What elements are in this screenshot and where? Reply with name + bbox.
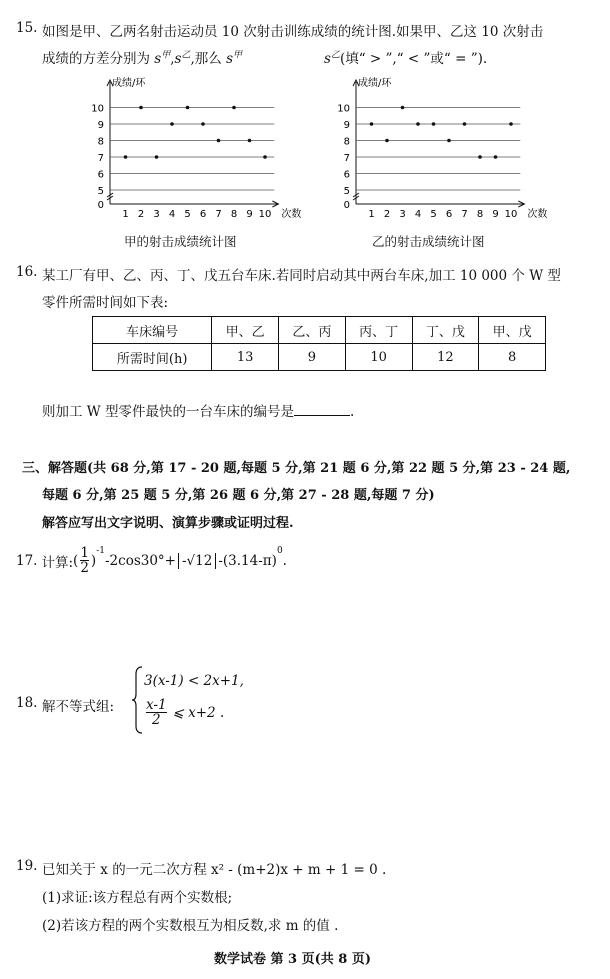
data-point [124,155,128,159]
page-footer: 数学试卷 第 3 页(共 8 页) [214,952,372,967]
y-tick-label: 10 [91,103,104,115]
data-point [170,122,174,126]
table-row [93,344,546,371]
section3-heading-2: 每题 6 分,第 25 题 5 分,第 26 题 6 分,第 27 - 28 题,每题 7 分) [42,488,435,503]
data-point [370,122,374,126]
table-cell: 9 [279,344,346,371]
table-cell: 10 [345,344,412,371]
y-tick-label: 7 [97,153,104,164]
y-tick-label: 0 [343,200,350,211]
table-cell: 甲、乙 [212,317,279,344]
y-tick-label: 7 [343,153,350,164]
x-tick-label: 6 [199,209,207,220]
y-tick-label: 5 [343,186,350,197]
q18-ineq1: 3(x-1) < 2x+1, [144,673,244,689]
data-point [139,106,143,110]
x-tick-label: 7 [215,209,222,220]
y-axis-label: 成绩/环 [358,78,392,89]
x-axis-label: 次数 [527,209,548,220]
table-cell: 8 [479,344,546,371]
table-cell: 丙、丁 [345,317,412,344]
q15-line2-a: 成绩的方差分别为 [42,51,150,67]
q19-part1: (1)求证:该方程总有两个实数根; [42,890,233,906]
x-tick-label: 7 [461,209,468,220]
q17-exp2: 0 [276,546,283,556]
q17-fraction: $\frac{1}{2}$ [80,545,89,576]
chart-plot-area [91,76,301,220]
chart-plot-area [337,76,547,220]
data-point [186,106,190,110]
q16-number: 16. [16,264,38,280]
x-tick-label: 3 [153,209,160,220]
x-tick-label: 2 [137,209,145,220]
x-tick-label: 9 [246,209,253,220]
x-tick-label: 3 [399,209,406,220]
q15-line1: 如图是甲、乙两名射击运动员 10 次射击训练成绩的统计图.如果甲、乙这 10 次射击 [42,24,544,40]
answer-blank[interactable] [294,403,350,416]
q16-line2: 零件所需时间如下表: [42,295,169,311]
x-tick-label: 10 [258,209,272,220]
brace-icon [131,666,143,734]
table-cell: 丁、戊 [412,317,479,344]
y-tick-label: 6 [343,169,350,181]
x-tick-label: 5 [184,209,191,220]
q17: 17. 计算: ( $\frac{1}{2}$ ) $^{-1}$ -2cos30°+ -√12 -(3.14-π) $^0$ . [16,545,287,576]
x-tick-label: 8 [476,209,484,220]
data-point [217,139,221,143]
table-cell: 12 [412,344,479,371]
x-tick-label: 4 [414,209,422,220]
q17-part3: -(3.14-π) [218,552,277,569]
q17-abs: -√12 [178,553,216,569]
x-tick-label: 9 [492,209,499,220]
data-point [416,122,420,126]
y-tick-label: 9 [343,120,350,131]
x-tick-label: 2 [383,209,391,220]
table-cell: 甲、戊 [479,317,546,344]
section3-instruction: 解答应写出文字说明、演算步骤或证明过程. [42,516,294,531]
data-point [463,122,467,126]
q15-line2-b: ,那么 [190,51,222,67]
table-cell: 乙、丙 [279,317,346,344]
data-point [201,122,205,126]
q18-number: 18. [16,695,38,711]
x-tick-label: 8 [230,209,238,220]
table-cell: 13 [212,344,279,371]
y-tick-label: 9 [97,120,104,131]
table-row [93,317,546,344]
y-tick-label: 0 [97,200,104,211]
y-tick-label: 10 [337,103,350,115]
data-point [494,155,498,159]
table-row-header: 车床编号 [93,317,212,344]
data-point [155,155,159,159]
q18-fraction: $\frac{x-1}{2}$ [146,697,167,728]
data-point [385,139,389,143]
data-point [509,122,513,126]
x-tick-label: 1 [368,209,375,220]
q18-label: 解不等式组: [42,699,115,715]
data-point [232,106,236,110]
q15-line2: 成绩的方差分别为 $s^甲,s^乙$,那么 $s^甲$ [42,50,243,67]
var-s-jia-2: $s^甲$ [226,50,243,67]
x-tick-label: 1 [122,209,129,220]
q18-ineq2: $\frac{x-1}{2}$ ⩽ x+2 . [146,697,225,728]
q17-part2: -2cos30°+ [104,552,176,569]
chart-yi [326,74,556,222]
q16-line1: 某工厂有甲、乙、丙、丁、戊五台车床.若同时启动其中两台车床,加工 10 000 个 W 型 [42,268,561,284]
var-s-jia: $s^甲$ [154,50,171,67]
y-tick-label: 5 [97,186,104,197]
section3-heading-1: 三、解答题(共 68 分,第 17 - 20 题,每题 5 分,第 21 题 6 分,第 22 题 5 分,第 23 - 24 题, [22,461,571,476]
q17-label: 计算: [41,554,74,571]
data-point [263,155,267,159]
x-tick-label: 5 [430,209,437,220]
q16-question: 则加工 W 型零件最快的一台车床的编号是 . [42,404,355,420]
q16-table [92,316,546,371]
x-tick-label: 4 [168,209,176,220]
chart-yi-title: 乙的射击成绩统计图 [372,234,485,249]
q19-number: 19. [16,858,38,874]
y-tick-label: 8 [343,136,350,148]
q15-number: 15. [16,20,38,36]
data-point [432,122,436,126]
y-tick-label: 6 [97,169,104,181]
q15-line2-end: $s^乙$(填“ > ”,“ < ”或“ = ”). [324,50,488,67]
chart-jia [80,74,310,222]
data-point [478,155,482,159]
x-axis-label: 次数 [281,209,302,220]
q17-number: 17. [16,552,38,569]
var-s-yi: $s^乙$ [174,50,191,67]
table-row-header: 所需时间(h) [93,344,212,371]
q19-line1: 已知关于 x 的一元二次方程 x² - (m+2)x + m + 1 = 0 . [42,862,387,878]
x-tick-label: 10 [504,209,518,220]
x-tick-label: 6 [445,209,453,220]
chart-jia-title: 甲的射击成绩统计图 [124,234,237,249]
data-point [401,106,405,110]
q17-exp: -1 [96,546,105,556]
y-tick-label: 8 [97,136,104,148]
y-axis-label: 成绩/环 [112,78,146,89]
data-point [248,139,252,143]
data-point [447,139,451,143]
q19-part2: (2)若该方程的两个实数根互为相反数,求 m 的值 . [42,918,339,934]
